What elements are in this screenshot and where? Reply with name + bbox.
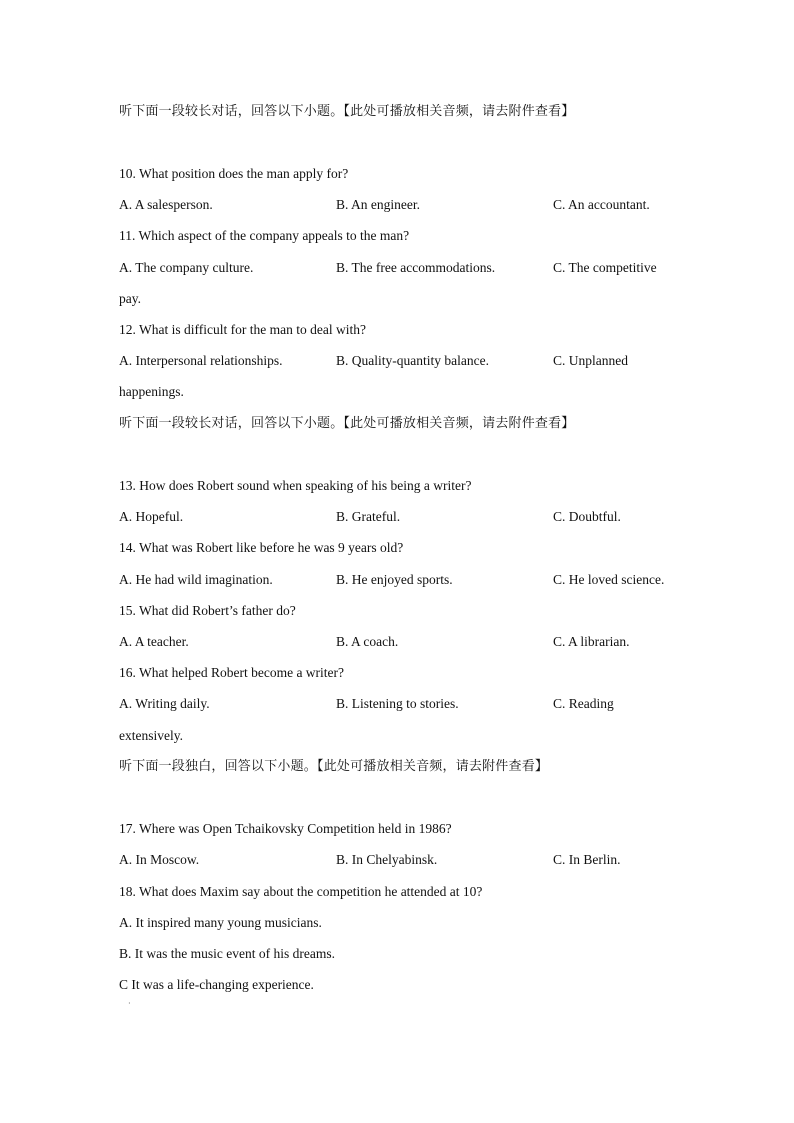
question-15-option-c: C. A librarian.: [553, 634, 630, 649]
question-14-stem: 14. What was Robert like before he was 9 years old?: [119, 540, 404, 555]
question-15-option-b: B. A coach.: [336, 634, 399, 649]
question-12-stem: 12. What is difficult for the man to deal with?: [119, 322, 366, 337]
question-13-option-c: C. Doubtful.: [553, 509, 621, 524]
question-15-option-a: A. A teacher.: [119, 634, 189, 649]
question-11-stem: 11. Which aspect of the company appeals to the man?: [119, 228, 410, 243]
question-12-options: [119, 352, 679, 370]
question-11-option-a: A. The company culture.: [119, 260, 254, 275]
question-13-stem: 13. How does Robert sound when speaking of his being a writer?: [119, 478, 472, 493]
question-12-option-a: A. Interpersonal relationships.: [119, 353, 283, 368]
question-17-option-a: A. In Moscow.: [119, 852, 200, 867]
question-12-option-c-wrap: happenings.: [119, 384, 184, 399]
question-13-options: [119, 508, 679, 526]
question-10-options: [119, 196, 679, 214]
section-intro-3: 听下面一段独白，回答以下小题。【此处可播放相关音频，请去附件查看】: [119, 759, 549, 774]
section-intro-2: 听下面一段较长对话，回答以下小题。【此处可播放相关音频，请去附件查看】: [119, 416, 575, 431]
question-17-option-b: B. In Chelyabinsk.: [336, 852, 438, 867]
question-18-stem: 18. What does Maxim say about the competition he attended at 10?: [119, 884, 483, 899]
question-14-option-b: B. He enjoyed sports.: [336, 572, 453, 587]
question-14-option-a: A. He had wild imagination.: [119, 572, 273, 587]
question-11-options: [119, 259, 679, 277]
question-15-options: [119, 633, 679, 651]
question-10-option-b: B. An engineer.: [336, 197, 420, 212]
question-13-option-b: B. Grateful.: [336, 509, 401, 524]
question-16-option-c-wrap: extensively.: [119, 728, 183, 743]
question-13-option-a: A. Hopeful.: [119, 509, 184, 524]
question-17-options: [119, 851, 679, 869]
question-18-option-c: C It was a life-changing experience.: [119, 977, 314, 992]
question-18-option-b: B. It was the music event of his dreams.: [119, 946, 335, 961]
question-12-option-c: C. Unplanned: [553, 353, 628, 368]
question-16-option-a: A. Writing daily.: [119, 696, 210, 711]
stray-dot-mark: ·: [128, 999, 131, 1008]
section-intro-1: 听下面一段较长对话，回答以下小题。【此处可播放相关音频，请去附件查看】: [119, 104, 575, 119]
question-17-option-c: C. In Berlin.: [553, 852, 621, 867]
question-14-options: [119, 571, 679, 589]
question-18-option-a: A. It inspired many young musicians.: [119, 915, 322, 930]
question-10-option-c: C. An accountant.: [553, 197, 650, 212]
question-16-option-b: B. Listening to stories.: [336, 696, 459, 711]
question-11-option-b: B. The free accommodations.: [336, 260, 496, 275]
question-16-stem: 16. What helped Robert become a writer?: [119, 665, 345, 680]
question-12-option-b: B. Quality-quantity balance.: [336, 353, 489, 368]
question-11-option-c: C. The competitive: [553, 260, 657, 275]
question-10-option-a: A. A salesperson.: [119, 197, 213, 212]
question-16-options: [119, 695, 679, 713]
question-17-stem: 17. Where was Open Tchaikovsky Competition held in 1986?: [119, 821, 452, 836]
question-10-stem: 10. What position does the man apply for?: [119, 166, 349, 181]
question-16-option-c: C. Reading: [553, 696, 614, 711]
question-11-option-c-wrap: pay.: [119, 291, 141, 306]
question-15-stem: 15. What did Robert’s father do?: [119, 603, 296, 618]
question-14-option-c: C. He loved science.: [553, 572, 665, 587]
